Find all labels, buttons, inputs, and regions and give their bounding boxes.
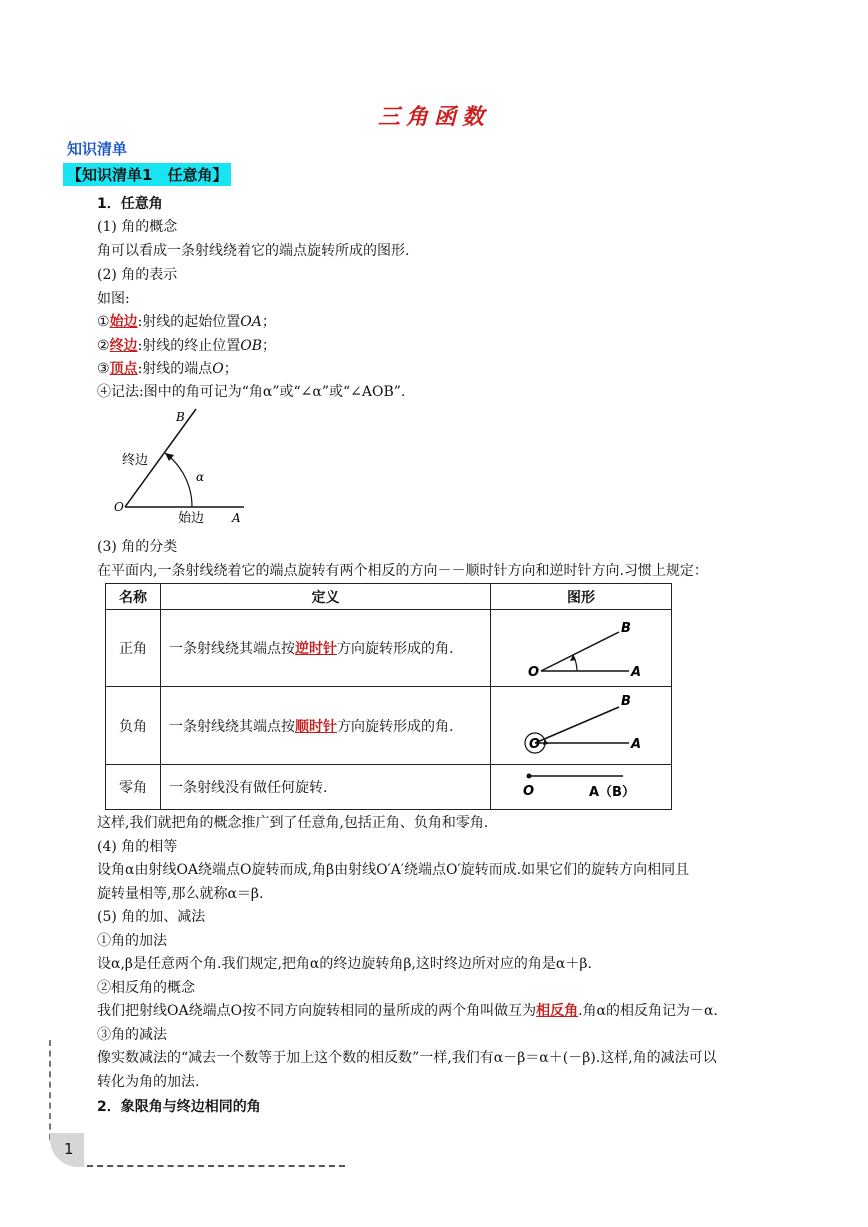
item-number: ②: [97, 338, 110, 354]
representation-label: (2) 角的表示: [97, 267, 178, 283]
addition-text: 设α,β是任意两个角.我们规定,把角α的终边旋转角β,这时终边所对应的角是α＋β.: [97, 956, 592, 972]
item-end: ；: [261, 314, 276, 330]
subtraction-text-1: 像实数减法的“减去一个数等于加上这个数的相反数”一样,我们有α－β＝α＋(－β).这样,角的减法可以: [97, 1050, 717, 1066]
equality-text-2: 旋转量相等,那么就称α＝β.: [97, 886, 264, 902]
math-label: OA: [240, 314, 262, 330]
label-o: O: [528, 665, 540, 680]
table-row: [106, 610, 672, 687]
definition-text: 方向旋转形成的角.: [337, 718, 454, 735]
opposite-text-pre: 我们把射线OA绕端点O按不同方向旋转相同的量所成的两个角叫做互为: [97, 1003, 537, 1019]
math-label: O: [212, 361, 224, 377]
knowledge-tag: 【知识清单1 任意角】: [63, 163, 231, 186]
label-b: B: [621, 621, 631, 636]
item-text: :射线的起始位置: [137, 314, 241, 330]
label-ab: A（B）: [589, 785, 635, 800]
addition-label: ①角的加法: [97, 933, 167, 949]
concept-label: (1) 角的概念: [97, 219, 178, 235]
item-end: ；: [262, 338, 277, 354]
cell-figure: [491, 610, 672, 687]
label-o: O: [523, 784, 535, 799]
table-row: [106, 765, 672, 810]
keyword-initial-side: 始边: [109, 314, 138, 330]
definition-text: 一条射线绕其端点按: [169, 641, 295, 657]
cell-figure: [491, 765, 672, 810]
section-heading: 知识清单: [67, 140, 128, 158]
label-a: A: [631, 737, 642, 752]
equality-text-1: 设角α由射线OA绕端点O旋转而成,角β由射线O′A′绕端点O′旋转而成.如果它们的旋转方向相同且: [97, 862, 690, 878]
cell-definition: [161, 687, 491, 765]
table-row: [106, 687, 672, 765]
as-figure-text: 如图:: [97, 291, 130, 307]
subtraction-text-2: 转化为角的加法.: [97, 1074, 200, 1090]
equality-label: (4) 角的相等: [97, 839, 178, 855]
cell-name: 正角: [106, 610, 161, 687]
footer-dashed-line: [87, 1165, 345, 1167]
item-text: :射线的端点: [137, 361, 213, 377]
terminal-side-line: [97, 335, 276, 355]
label-initial: 始边: [178, 511, 205, 526]
label-b: B: [621, 694, 631, 709]
ray-ob: [535, 707, 619, 743]
cell-figure: [491, 687, 672, 765]
math-label: OB: [240, 338, 263, 354]
label-terminal: 终边: [122, 453, 149, 468]
heading-arbitrary-angle: 1．任意角: [97, 196, 163, 212]
keyword-opposite-angle: 相反角: [536, 1003, 579, 1019]
item-number: ①: [97, 314, 110, 330]
notation-line: ④记法:图中的角可记为“角α”或“∠α”或“∠AOB”.: [97, 384, 406, 400]
keyword-vertex: 顶点: [109, 361, 138, 377]
summary-text: 这样,我们就把角的概念推广到了任意角,包括正角、负角和零角.: [97, 815, 489, 831]
label-o: O: [114, 500, 124, 514]
keyword-terminal-side: 终边: [109, 338, 138, 354]
heading-quadrant-angle: 2．象限角与终边相同的角: [97, 1099, 261, 1115]
classification-text: 在平面内,一条射线绕着它的端点旋转有两个相反的方向－－顺时针方向和逆时针方向.习惯上规定：: [97, 563, 708, 579]
label-o: O: [529, 737, 541, 752]
positive-angle-figure: [491, 610, 671, 682]
angle-figure: [110, 404, 260, 530]
header-name: 名称: [106, 584, 161, 610]
item-text: :射线的终止位置: [137, 338, 241, 354]
add-sub-label: (5) 角的加、减法: [97, 909, 206, 925]
cell-definition: [161, 610, 491, 687]
label-a: A: [631, 665, 642, 680]
angle-classification-table: [105, 583, 672, 810]
definition-text: 方向旋转形成的角.: [337, 641, 454, 657]
keyword-clockwise: 顺时针: [295, 718, 337, 735]
zero-angle-figure: [491, 765, 671, 805]
initial-side-line: [97, 311, 276, 331]
side-dashed-line: [49, 1040, 51, 1140]
label-alpha: α: [196, 470, 205, 484]
label-b: B: [176, 410, 185, 424]
header-figure: 图形: [491, 584, 672, 610]
opposite-text-post: .角α的相反角记为－α.: [578, 1003, 718, 1019]
vertex-line: [97, 358, 238, 378]
table-header-row: [106, 584, 672, 610]
keyword-counterclockwise: 逆时针: [295, 641, 337, 657]
opposite-text: [97, 1000, 718, 1020]
definition-text: 一条射线绕其端点按: [169, 718, 295, 735]
classification-label: (3) 角的分类: [97, 539, 178, 555]
negative-angle-figure: [491, 687, 671, 760]
cell-name: 负角: [106, 687, 161, 765]
rotation-arc: [165, 453, 192, 507]
opposite-label: ②相反角的概念: [97, 980, 195, 996]
item-end: ；: [223, 361, 238, 377]
label-a: A: [232, 511, 241, 525]
cell-definition: [161, 765, 491, 810]
concept-text: 角可以看成一条射线绕着它的端点旋转所成的图形.: [97, 243, 410, 259]
page-number: 1: [64, 1140, 74, 1158]
page-title: 三角函数: [377, 104, 490, 130]
header-definition: 定义: [161, 584, 491, 610]
item-number: ③: [97, 361, 110, 377]
cell-name: 零角: [106, 765, 161, 810]
subtraction-label: ③角的减法: [97, 1027, 167, 1043]
definition-text: 一条射线没有做任何旋转.: [169, 780, 328, 796]
ray-ob: [541, 632, 619, 671]
